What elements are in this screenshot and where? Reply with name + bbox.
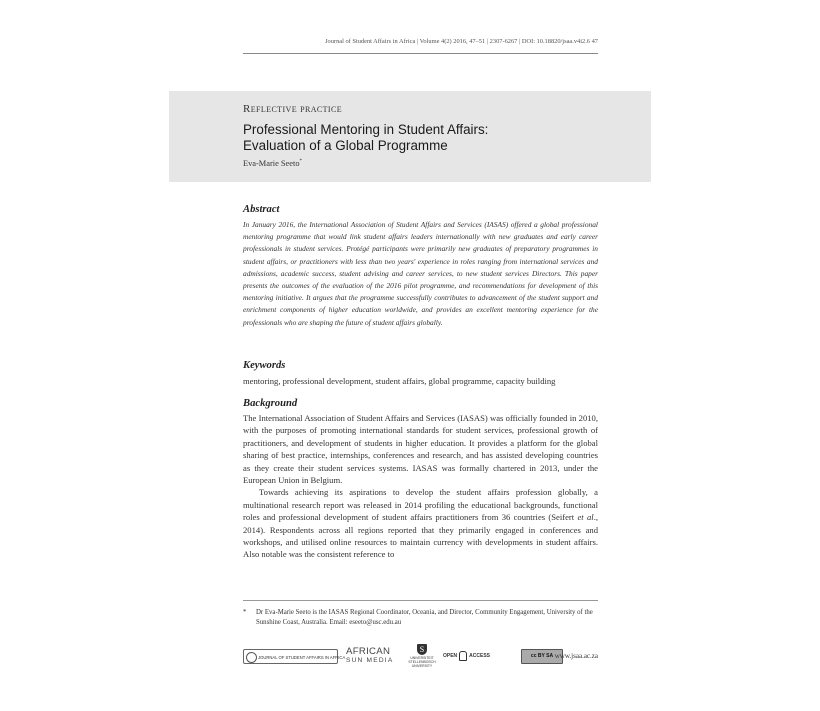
footnote-mark: * — [243, 609, 247, 616]
footer-logo-bar — [243, 644, 598, 672]
keywords-heading: Keywords — [243, 360, 286, 371]
abstract-text: In January 2016, the International Association of Student Affairs and Services (IASAS) offered a global professional mentoring programme that would link student affairs leaders internationally with new graduates and early career professionals in student services. Protégé participants were primarily new graduates of preparatory programmes in student affairs, or practitioners with less than two years' experience in roles ranging from international services and admissions, academic success, student advising and career services, to new student services Directors. This paper presents the outcomes of the evaluation of the 2016 pilot programme, and recommendations for development of this mentoring initiative. It argues that the programme successfully contributes to advancement of the student support and enrichment components of higher education worldwide, and provides an excellent mentoring experience for the professionals who are shaping the future of student affairs globally. — [243, 220, 598, 327]
footnote-text: Dr Eva-Marie Seeto is the IASAS Regional Coordinator, Oceania, and Director, Community Engagement, University of the Sunshine Coast, Australia. Email: eseeto@usc.edu.au — [256, 609, 593, 627]
african-sun-media-logo[interactable] — [346, 646, 394, 668]
open-access-logo[interactable] — [443, 649, 491, 663]
author — [243, 159, 302, 168]
author-footnote-mark[interactable]: * — [299, 159, 303, 165]
author-name: Eva-Marie Seeto — [243, 159, 300, 168]
article-title — [243, 122, 488, 154]
para2-citation-italic: et al — [577, 512, 594, 523]
open-lock-icon — [459, 651, 467, 661]
open-access-left: OPEN — [443, 653, 458, 659]
background-text — [243, 412, 598, 561]
open-access-right: ACCESS — [469, 653, 491, 659]
footnote — [243, 608, 598, 629]
jsaa-logo[interactable] — [243, 649, 346, 664]
header-rule — [243, 53, 598, 54]
jsaa-logo-text: JOURNAL OF STUDENT AFFAIRS IN AFRICA — [258, 655, 346, 660]
stellenbosch-logo[interactable] — [405, 644, 439, 672]
abstract-heading: Abstract — [243, 204, 280, 215]
journal-url-link[interactable]: www.jsaa.ac.za — [554, 652, 598, 660]
running-header: Journal of Student Affairs in Africa | Volume 4(2) 2016, 47–51 | 2307-6267 | DOI: 10.18820/jsaa.v4i2.6 47 — [325, 38, 598, 45]
para2-text-end: ., 2014). Respondents across all regions reported that they primarily engaged in conferences and workshops, and utilised online resources to maintain currency with developments in student affairs. Also notable was the consistent reference to — [243, 512, 598, 560]
stellenbosch-text: UNIVERSITEIT STELLENBOSCH UNIVERSITY — [408, 656, 436, 668]
section-type: Reflective practice — [243, 103, 343, 115]
crest-icon: S — [417, 644, 427, 655]
african-logo-line2: SUN MEDIA — [346, 657, 394, 664]
background-paragraph-2 — [243, 486, 598, 560]
seal-icon — [246, 652, 257, 663]
background-paragraph-1: The International Association of Student Affairs and Services (IASAS) was officially founded in 2010, with the purposes of promoting international standards for student services, professional growth of practitioners, and development of students in higher education. It provides a platform for the global sharing of best practice, internships, conferences and research, and has assisted developing countries as they create their student services systems. IASAS was formally chartered in 2013, under the European Union in Belgium. — [243, 413, 598, 486]
creative-commons-badge[interactable]: cc BY SA — [521, 649, 563, 664]
para2-text-start: Towards achieving its aspirations to develop the student affairs profession globally, a multinational research report was released in 2014 profiling the educational backgrounds, functional roles and professional development of student affairs practitioners from 36 countries (Seifert — [243, 487, 598, 523]
african-logo-line1: AFRICAN — [346, 646, 391, 657]
background-heading: Background — [243, 398, 298, 409]
keywords-text: mentoring, professional development, student affairs, global programme, capacity building — [243, 376, 556, 386]
article-title-line2: Evaluation of a Global Programme — [243, 138, 448, 153]
article-title-line1: Professional Mentoring in Student Affairs: — [243, 122, 489, 137]
footnote-rule — [243, 600, 598, 601]
